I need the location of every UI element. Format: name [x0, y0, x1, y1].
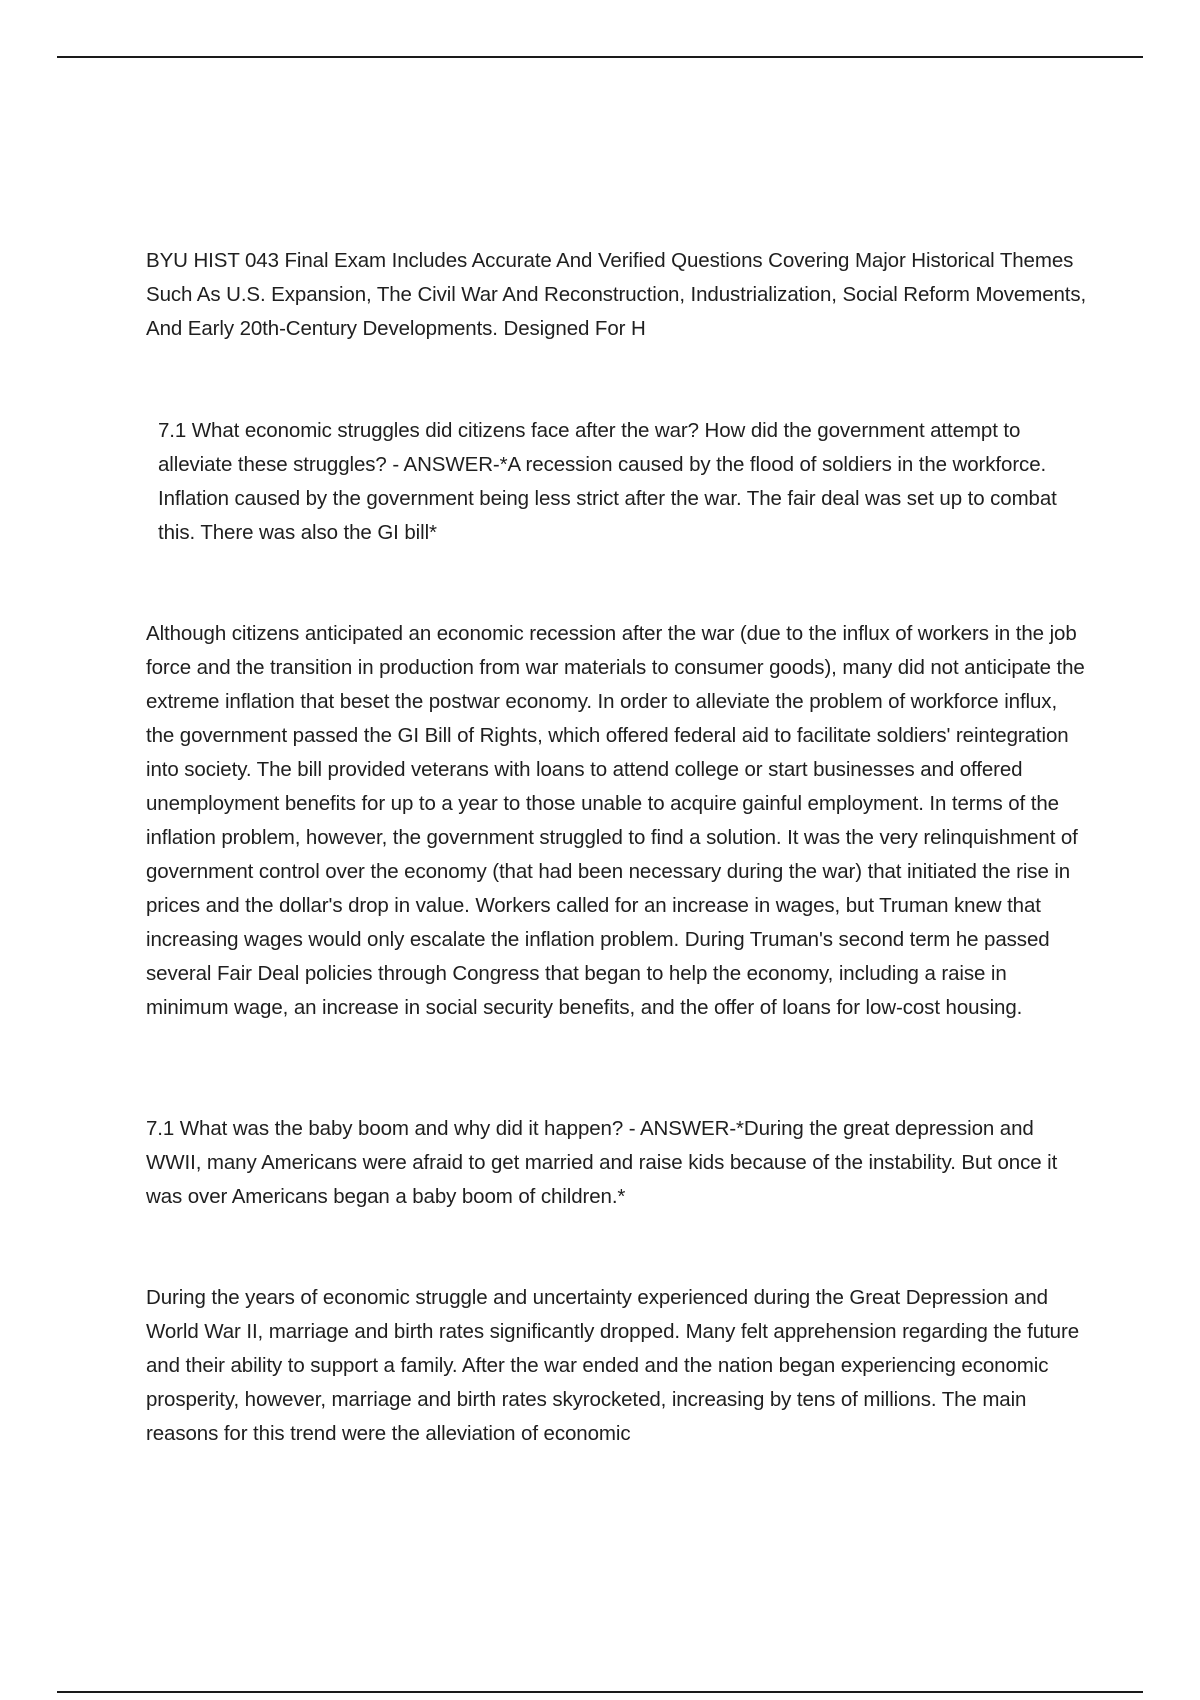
answer-1: [146, 617, 1090, 1025]
question-1-text: 7.1 What economic struggles did citizens face after the war? How did the government attempt to alleviate these struggles? - ANSWER-*A recession caused by the flood of soldiers in the workforce. Inflation caused by the government being less strict after the war. The fair deal was set up to combat this. There was also the GI bill*: [158, 419, 1057, 544]
answer-2: [146, 1281, 1090, 1451]
question-2-text: 7.1 What was the baby boom and why did it happen? - ANSWER-*During the great depression and WWII, many Americans were afraid to get married and raise kids because of the instability. But once it was over Americans began a baby boom of children.*: [146, 1117, 1058, 1208]
header-rule: [57, 56, 1143, 58]
answer-1-text: Although citizens anticipated an economic recession after the war (due to the influx of workers in the job force and the transition in production from war materials to consumer goods), many did not anticipate the extreme inflation that beset the postwar economy. In order to alleviate the problem of workforce influx, the government passed the GI Bill of Rights, which offered federal aid to facilitate soldiers' reintegration into society. The bill provided veterans with loans to attend college or start businesses and offered unemployment benefits for up to a year to those unable to acquire gainful employment. In terms of the inflation problem, however, the government struggled to find a solution. It was the very relinquishment of government control over the economy (that had been necessary during the war) that initiated the rise in prices and the dollar's drop in value. Workers called for an increase in wages, but Truman knew that increasing wages would only escalate the inflation problem. During Truman's second term he passed several Fair Deal policies through Congress that began to help the economy, including a raise in minimum wage, an increase in social security benefits, and the offer of loans for low-cost housing.: [146, 622, 1085, 1019]
intro-paragraph: BYU HIST 043 Final Exam Includes Accurate And Verified Questions Covering Major Historical Themes Such As U.S. Expansion, The Civil War And Reconstruction, Industrialization, Social Reform Movements, And Early 20th-Century Developments. Designed For H: [146, 249, 1087, 340]
answer-2-text: During the years of economic struggle and uncertainty experienced during the Great Depression and World War II, marriage and birth rates significantly dropped. Many felt apprehension regarding the future and their ability to support a family. After the war ended and the nation began experiencing economic prosperity, however, marriage and birth rates skyrocketed, increasing by tens of millions. The main reasons for this trend were the alleviation of economic: [146, 1286, 1079, 1445]
footer-rule: [57, 1691, 1143, 1693]
question-1: [146, 414, 1090, 550]
document-intro: [146, 244, 1090, 346]
question-2: [146, 1112, 1090, 1214]
